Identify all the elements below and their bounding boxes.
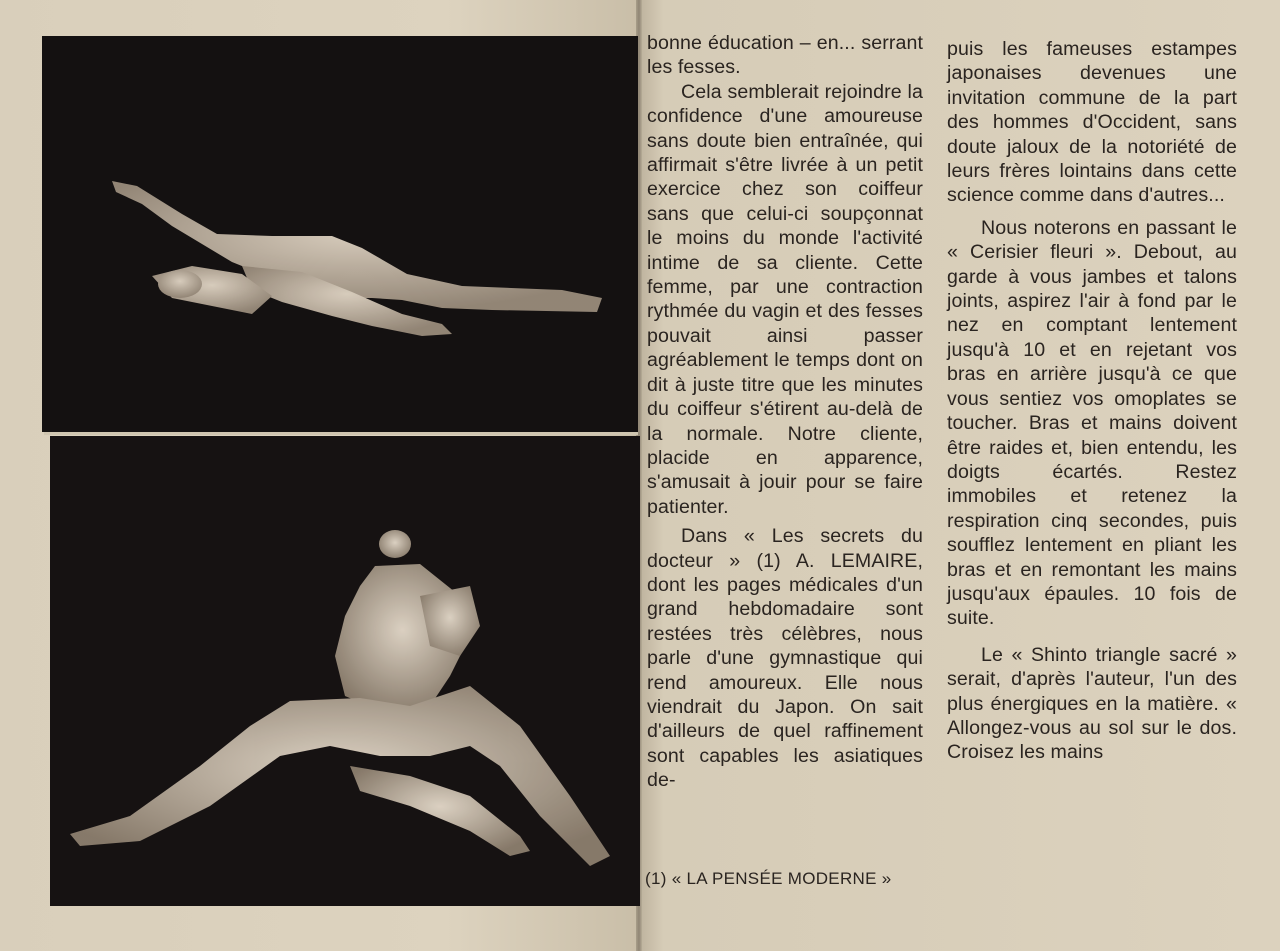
photo-top bbox=[42, 36, 638, 432]
paragraph: Le « Shinto triangle sacré » serait, d'après l'auteur, l'un des plus énergiques en la matière. « Allongez-vous au sol sur le dos. Croisez les mains bbox=[947, 643, 1237, 764]
photo-top-figures bbox=[42, 36, 638, 432]
photo-bottom-figures bbox=[50, 436, 640, 906]
footnote: (1) « LA PENSÉE MODERNE » bbox=[645, 869, 892, 888]
photo-divider bbox=[44, 432, 638, 435]
paragraph: Nous noterons en passant le « Cerisier fleuri ». Debout, au garde à vous jambes et talons joints, aspirez l'air à fond par le nez en comptant lentement jusqu'à 10 et en rejetant vos bras en arrière jusqu'à ce que vous sentiez vos omoplates se toucher. Bras et mains doivent être raides et, bien entendu, les doigts écartés. Restez immobiles et retenez la respiration cinq secondes, puis soufflez lentement en pliant les bras et en remontant les mains jusqu'aux épaules. 10 fois de suite. bbox=[947, 216, 1237, 630]
paragraph: bonne éducation – en... serrant les fesses. bbox=[647, 32, 923, 79]
text-column-right bbox=[947, 37, 1237, 765]
paragraph: Cela semblerait rejoindre la confidence d'une amoureuse sans doute bien entraînée, qui affirmait s'être livrée à un petit exercice chez son coiffeur sans que celui-ci soupçonnat le moins du monde l'activité intime de sa cliente. Cette femme, par une contraction rythmée du vagin et des fesses pouvait ainsi passer agréablement le temps dont on dit à juste titre que les minutes du coiffeur s'étirent au-delà de la normale. Notre cliente, placide en apparence, s'amusait à jouir pour se faire patienter. bbox=[647, 80, 923, 518]
photo-bottom bbox=[50, 436, 640, 906]
text-column-left bbox=[647, 31, 923, 793]
paragraph: Dans « Les secrets du docteur » (1) A. LEMAIRE, dont les pages médicales d'un grand hebdomadaire sont restées très célèbres, nous parle d'une gymnastique qui rend amoureux. Elle nous viendrait du Japon. On sait d'ailleurs de quel raffinement sont capables les asiatiques de- bbox=[647, 525, 923, 792]
paragraph: puis les fameuses estampes japonaises devenues une invitation commune de la part des hommes d'Occident, sans doute jaloux de la notoriété de leurs frères lointains dans cette science comme dans d'autres... bbox=[947, 38, 1237, 207]
